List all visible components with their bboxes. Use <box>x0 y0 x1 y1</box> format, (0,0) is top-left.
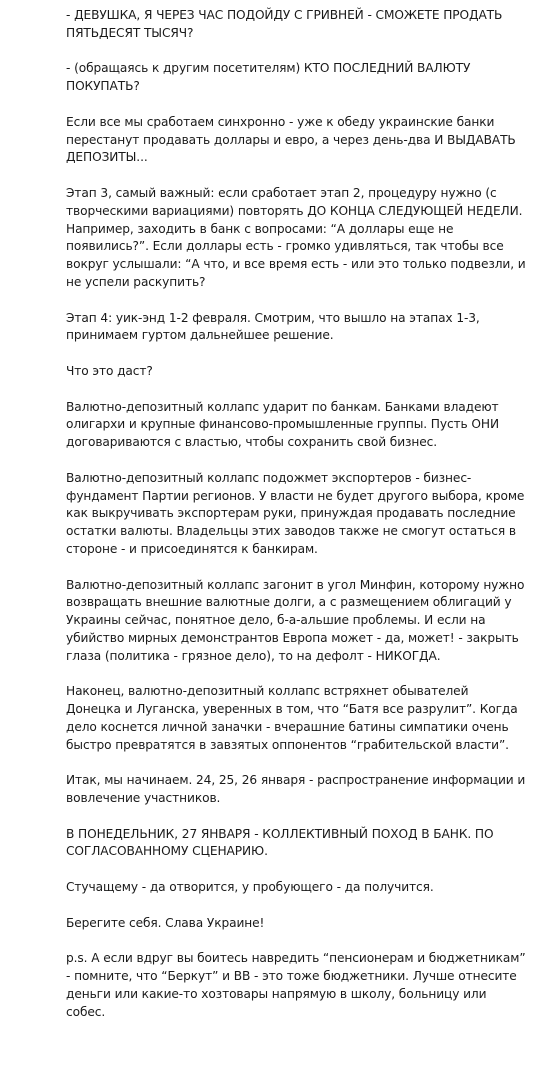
paragraph-banks-impact: Валютно-депозитный коллапс ударит по банкам. Банками владеют олигархи и крупные финансово-промышленные группы. Пусть ОНИ договариваются с властью, чтобы сохранить свой бизнес. <box>66 399 499 450</box>
paragraph-stage-4: Этап 4: уик-энд 1-2 февраля. Смотрим, что вышло на этапах 1-3, принимаем гуртом дальнейшее решение. <box>66 310 480 343</box>
paragraph-exporters-impact: Валютно-депозитный коллапс подожмет экспортеров - бизнес-фундамент Партии регионов. У власти не будет другого выбора, кроме как выкручивать экспортерам руки, принуждая продавать последние остатки валюты. Владельцы этих заводов также не смогут остаться в стороне - и присоединятся к банкирам. <box>66 470 525 556</box>
paragraph-what-will-it-give: Что это даст? <box>66 363 153 378</box>
article-body <box>66 7 526 1039</box>
paragraph-queue-question: - (обращаясь к другим посетителям) КТО ПОСЛЕДНИЙ ВАЛЮТУ ПОКУПАТЬ? <box>66 61 471 94</box>
paragraph-monday-bank-visit: В ПОНЕДЕЛЬНИК, 27 ЯНВАРЯ - КОЛЛЕКТИВНЫЙ ПОХОД В БАНК. ПО СОГЛАСОВАННОМУ СЦЕНАРИЮ. <box>66 826 494 859</box>
paragraph-minfin-impact: Валютно-депозитный коллапс загонит в угол Минфин, которому нужно возвращать внешние валютные долги, а с размещением облигаций у Украины сейчас, понятное дело, б-а-альшие проблемы. И если на убийство мирных демонстрантов Европа может - да, может! - закрыть глаза (политика - грязное дело), то на дефолт - НИКОГДА. <box>66 577 525 663</box>
paragraph-take-care: Берегите себя. Слава Украине! <box>66 915 265 930</box>
paragraph-stage-3: Этап 3, самый важный: если сработает этап 2, процедуру нужно (с творческими вариациями) повторять ДО КОНЦА СЛЕДУЮЩЕЙ НЕДЕЛИ. Например, заходить в банк с вопросами: “А доллары еще не появились?”. Если доллары есть - громко удивляться, так чтобы все вокруг услышали: “А что, и все время есть - или это только подвезли, и не успели раскупить? <box>66 185 526 289</box>
paragraph-postscript: p.s. А если вдруг вы боитесь навредить “пенсионерам и бюджетникам” - помните, что “Беркут” и ВВ - это тоже бюджетники. Лучше отнесите деньги или какие-то хозтовары напрямую в школу, больницу или собес. <box>66 951 526 1019</box>
paragraph-donetsk-lugansk: Наконец, валютно-депозитный коллапс встряхнет обывателей Донецка и Луганска, уверенных в том, что “Батя все разрулит”. Когда дело коснется личной заначки - вчерашние батины симпатики очень быстро превратятся в завзятых оппонентов “грабительской власти”. <box>66 684 518 752</box>
paragraph-synchronous-action: Если все мы сработаем синхронно - уже к обеду украинские банки перестанут продавать доллары и евро, а через день-два И ВЫДАВАТЬ ДЕПОЗИТЫ... <box>66 114 516 165</box>
paragraph-we-start: Итак, мы начинаем. 24, 25, 26 января - распространение информации и вовлечение участников. <box>66 773 526 806</box>
paragraph-request-to-teller: - ДЕВУШКА, Я ЧЕРЕЗ ЧАС ПОДОЙДУ С ГРИВНЕЙ - СМОЖЕТЕ ПРОДАТЬ ПЯТЬДЕСЯТ ТЫСЯЧ? <box>66 8 503 40</box>
paragraph-knocking: Стучащему - да отворится, у пробующего - да получится. <box>66 880 434 895</box>
